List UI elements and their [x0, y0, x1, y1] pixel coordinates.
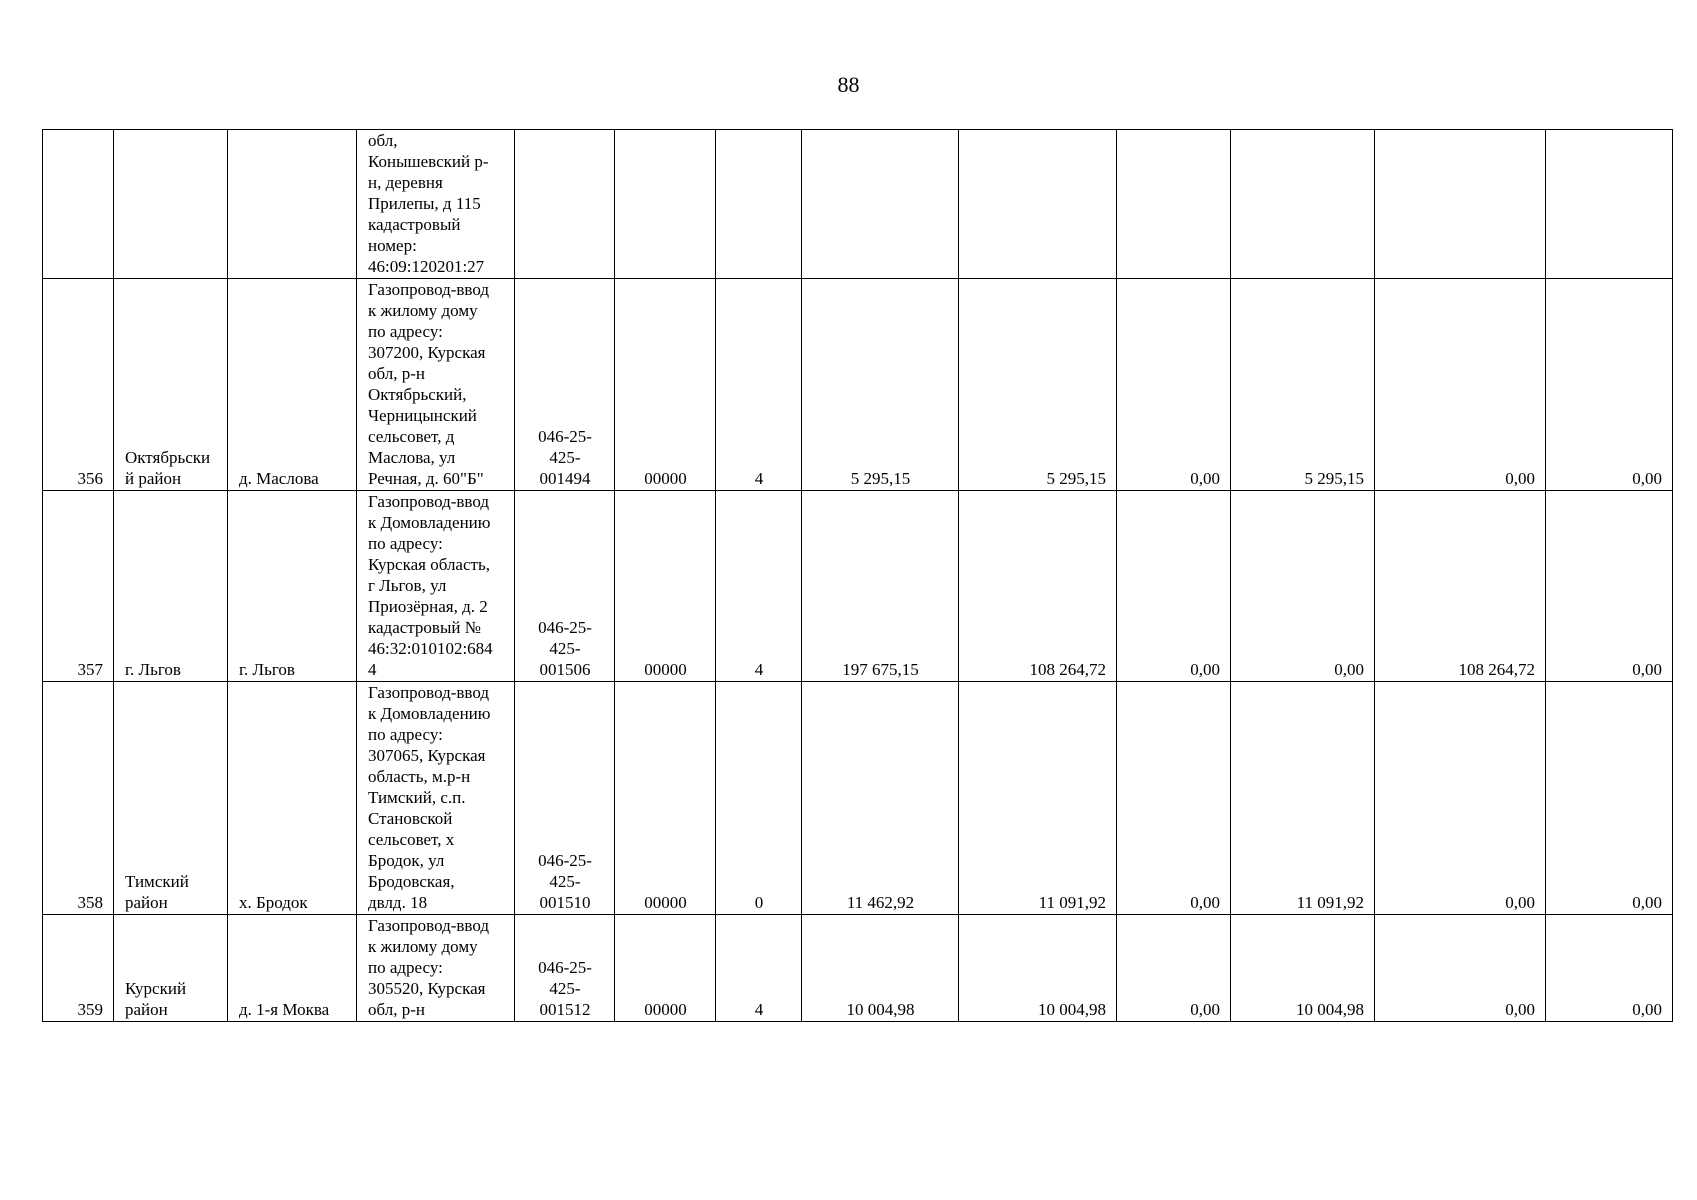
value-1-cell: 10 004,98 — [802, 915, 959, 1022]
district-cell — [114, 130, 228, 279]
value-2-cell: 5 295,15 — [959, 279, 1117, 491]
locality-cell: д. Маслова — [228, 279, 357, 491]
value-5-cell: 0,00 — [1375, 279, 1546, 491]
value-3-cell: 0,00 — [1117, 491, 1231, 682]
value-5-cell: 108 264,72 — [1375, 491, 1546, 682]
value-4-cell: 5 295,15 — [1231, 279, 1375, 491]
value-3-cell: 0,00 — [1117, 915, 1231, 1022]
value-2-cell — [959, 130, 1117, 279]
quantity-cell: 4 — [716, 491, 802, 682]
description-cell: Газопровод-ввод к Домовладению по адресу: 307065, Курская область, м.р-н Тимский, с.п. Становской сельсовет, х Бродок, ул Бродовская, двлд. 18 — [357, 682, 515, 915]
table-row — [43, 491, 1673, 682]
value-6-cell: 0,00 — [1546, 682, 1673, 915]
description-cell: Газопровод-ввод к жилому дому по адресу: 305520, Курская обл, р-н — [357, 915, 515, 1022]
value-1-cell: 197 675,15 — [802, 491, 959, 682]
row-number-cell — [43, 130, 114, 279]
value-1-cell: 5 295,15 — [802, 279, 959, 491]
page-number: 88 — [837, 72, 860, 97]
value-2-cell: 108 264,72 — [959, 491, 1117, 682]
kind-cell — [615, 130, 716, 279]
code-cell: 046-25- 425- 001494 — [515, 279, 615, 491]
registry-table — [42, 129, 1673, 1022]
value-4-cell: 10 004,98 — [1231, 915, 1375, 1022]
value-2-cell: 10 004,98 — [959, 915, 1117, 1022]
table-row — [43, 279, 1673, 491]
value-4-cell — [1231, 130, 1375, 279]
value-5-cell: 0,00 — [1375, 682, 1546, 915]
district-cell: г. Льгов — [114, 491, 228, 682]
value-3-cell: 0,00 — [1117, 682, 1231, 915]
value-6-cell: 0,00 — [1546, 279, 1673, 491]
value-6-cell: 0,00 — [1546, 915, 1673, 1022]
row-number-cell: 357 — [43, 491, 114, 682]
row-number-cell: 356 — [43, 279, 114, 491]
table-row — [43, 915, 1673, 1022]
code-cell: 046-25- 425- 001506 — [515, 491, 615, 682]
locality-cell — [228, 130, 357, 279]
row-number-cell: 359 — [43, 915, 114, 1022]
description-cell: Газопровод-ввод к Домовладению по адресу: Курская область, г Льгов, ул Приозёрная, д. 2 кадастровый № 46:32:010102:684 4 — [357, 491, 515, 682]
quantity-cell: 0 — [716, 682, 802, 915]
code-cell: 046-25- 425- 001512 — [515, 915, 615, 1022]
value-4-cell: 11 091,92 — [1231, 682, 1375, 915]
table-row — [43, 682, 1673, 915]
quantity-cell: 4 — [716, 279, 802, 491]
kind-cell: 00000 — [615, 682, 716, 915]
value-6-cell: 0,00 — [1546, 491, 1673, 682]
value-1-cell: 11 462,92 — [802, 682, 959, 915]
value-4-cell: 0,00 — [1231, 491, 1375, 682]
code-cell — [515, 130, 615, 279]
row-number-cell: 358 — [43, 682, 114, 915]
district-cell: Тимский район — [114, 682, 228, 915]
locality-cell: х. Бродок — [228, 682, 357, 915]
kind-cell: 00000 — [615, 491, 716, 682]
table-row — [43, 130, 1673, 279]
kind-cell: 00000 — [615, 279, 716, 491]
value-3-cell: 0,00 — [1117, 279, 1231, 491]
kind-cell: 00000 — [615, 915, 716, 1022]
value-2-cell: 11 091,92 — [959, 682, 1117, 915]
description-cell: обл, Конышевский р- н, деревня Прилепы, д 115 кадастровый номер: 46:09:120201:27 — [357, 130, 515, 279]
quantity-cell — [716, 130, 802, 279]
code-cell: 046-25- 425- 001510 — [515, 682, 615, 915]
locality-cell: д. 1-я Моква — [228, 915, 357, 1022]
district-cell: Октябрьски й район — [114, 279, 228, 491]
locality-cell: г. Льгов — [228, 491, 357, 682]
district-cell: Курский район — [114, 915, 228, 1022]
description-cell: Газопровод-ввод к жилому дому по адресу: 307200, Курская обл, р-н Октябрьский, Черницынский сельсовет, д Маслова, ул Речная, д. 60"Б" — [357, 279, 515, 491]
value-5-cell: 0,00 — [1375, 915, 1546, 1022]
value-6-cell — [1546, 130, 1673, 279]
value-1-cell — [802, 130, 959, 279]
value-3-cell — [1117, 130, 1231, 279]
value-5-cell — [1375, 130, 1546, 279]
quantity-cell: 4 — [716, 915, 802, 1022]
